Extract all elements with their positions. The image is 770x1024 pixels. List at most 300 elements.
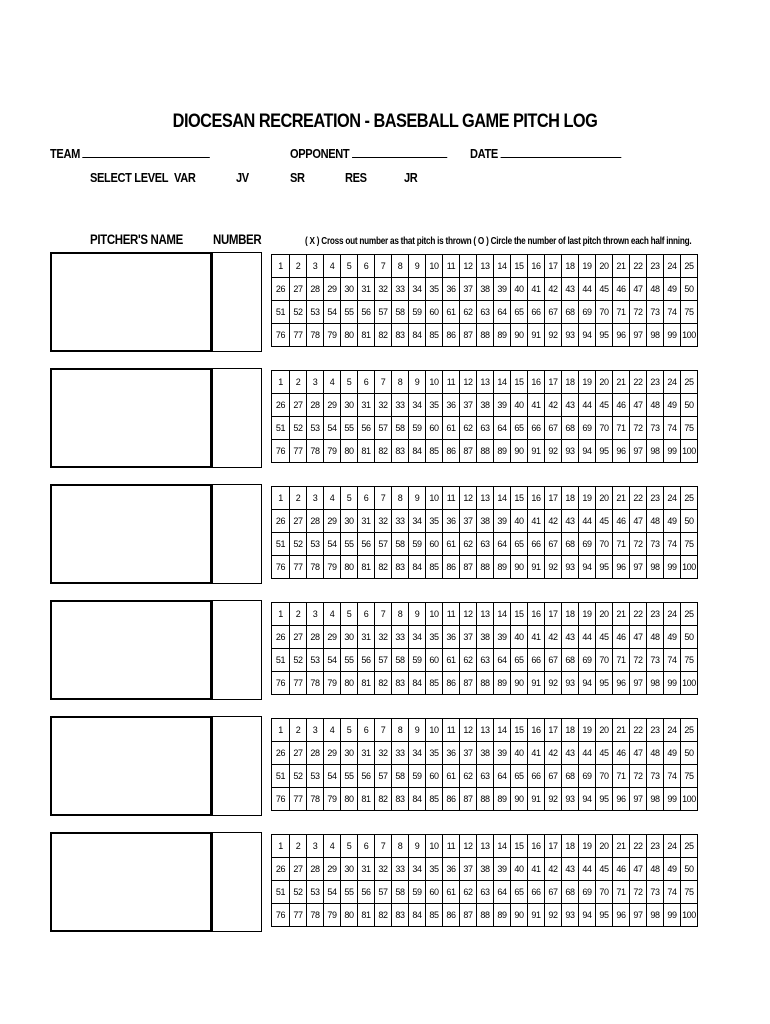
pitch-cell[interactable]: 81 — [358, 904, 375, 927]
pitch-cell[interactable]: 61 — [443, 417, 460, 440]
pitch-cell[interactable]: 79 — [324, 904, 341, 927]
pitch-cell[interactable]: 99 — [664, 904, 681, 927]
pitch-cell[interactable]: 66 — [528, 533, 545, 556]
pitch-cell[interactable]: 8 — [392, 487, 409, 510]
pitch-cell[interactable]: 47 — [630, 626, 647, 649]
pitch-cell[interactable]: 72 — [630, 533, 647, 556]
pitch-cell[interactable]: 11 — [443, 487, 460, 510]
pitch-cell[interactable]: 56 — [358, 881, 375, 904]
pitch-cell[interactable]: 7 — [375, 255, 392, 278]
pitch-cell[interactable]: 54 — [324, 533, 341, 556]
pitch-cell[interactable]: 47 — [630, 510, 647, 533]
pitch-cell[interactable]: 83 — [392, 672, 409, 695]
pitch-cell[interactable]: 82 — [375, 440, 392, 463]
pitch-cell[interactable]: 70 — [596, 765, 613, 788]
pitch-cell[interactable]: 31 — [358, 394, 375, 417]
pitch-cell[interactable]: 4 — [324, 255, 341, 278]
pitch-cell[interactable]: 51 — [272, 533, 290, 556]
pitch-cell[interactable]: 32 — [375, 626, 392, 649]
pitch-cell[interactable]: 4 — [324, 719, 341, 742]
pitch-cell[interactable]: 66 — [528, 301, 545, 324]
pitch-cell[interactable]: 8 — [392, 603, 409, 626]
pitch-cell[interactable]: 9 — [409, 719, 426, 742]
pitch-cell[interactable]: 15 — [511, 487, 528, 510]
pitch-cell[interactable]: 77 — [290, 440, 307, 463]
pitch-cell[interactable]: 68 — [562, 417, 579, 440]
pitch-cell[interactable]: 31 — [358, 278, 375, 301]
pitch-cell[interactable]: 57 — [375, 649, 392, 672]
pitch-cell[interactable]: 79 — [324, 788, 341, 811]
pitch-cell[interactable]: 7 — [375, 835, 392, 858]
pitch-cell[interactable]: 82 — [375, 904, 392, 927]
pitch-cell[interactable]: 38 — [477, 626, 494, 649]
pitch-cell[interactable]: 43 — [562, 742, 579, 765]
pitch-cell[interactable]: 39 — [494, 626, 511, 649]
pitch-cell[interactable]: 36 — [443, 626, 460, 649]
pitch-cell[interactable]: 99 — [664, 440, 681, 463]
pitch-cell[interactable]: 85 — [426, 324, 443, 347]
pitch-cell[interactable]: 77 — [290, 556, 307, 579]
pitch-cell[interactable]: 9 — [409, 835, 426, 858]
pitch-cell[interactable]: 92 — [545, 672, 562, 695]
pitch-cell[interactable]: 88 — [477, 788, 494, 811]
pitch-cell[interactable]: 92 — [545, 324, 562, 347]
pitcher-number-box[interactable] — [212, 832, 262, 932]
pitch-cell[interactable]: 19 — [579, 835, 596, 858]
pitch-cell[interactable]: 76 — [272, 324, 290, 347]
pitch-cell[interactable]: 42 — [545, 278, 562, 301]
pitch-cell[interactable]: 17 — [545, 255, 562, 278]
pitch-cell[interactable]: 51 — [272, 649, 290, 672]
pitch-cell[interactable]: 85 — [426, 672, 443, 695]
pitch-cell[interactable]: 15 — [511, 371, 528, 394]
pitch-cell[interactable]: 74 — [664, 765, 681, 788]
pitch-cell[interactable]: 84 — [409, 440, 426, 463]
pitch-cell[interactable]: 41 — [528, 394, 545, 417]
pitch-cell[interactable]: 19 — [579, 603, 596, 626]
pitch-cell[interactable]: 63 — [477, 417, 494, 440]
pitch-cell[interactable]: 4 — [324, 835, 341, 858]
pitch-cell[interactable]: 4 — [324, 487, 341, 510]
pitch-cell[interactable]: 99 — [664, 556, 681, 579]
pitch-cell[interactable]: 15 — [511, 835, 528, 858]
pitch-cell[interactable]: 82 — [375, 324, 392, 347]
pitch-cell[interactable]: 13 — [477, 835, 494, 858]
pitch-cell[interactable]: 9 — [409, 255, 426, 278]
pitch-cell[interactable]: 16 — [528, 603, 545, 626]
pitch-cell[interactable]: 55 — [341, 881, 358, 904]
pitch-cell[interactable]: 17 — [545, 371, 562, 394]
pitch-cell[interactable]: 14 — [494, 371, 511, 394]
pitcher-name-box[interactable] — [50, 368, 212, 468]
pitch-cell[interactable]: 27 — [290, 858, 307, 881]
pitch-cell[interactable]: 75 — [681, 881, 698, 904]
pitch-cell[interactable]: 10 — [426, 371, 443, 394]
pitch-cell[interactable]: 48 — [647, 858, 664, 881]
pitch-cell[interactable]: 22 — [630, 603, 647, 626]
pitch-cell[interactable]: 65 — [511, 881, 528, 904]
pitch-cell[interactable]: 76 — [272, 672, 290, 695]
pitch-cell[interactable]: 52 — [290, 533, 307, 556]
pitch-cell[interactable]: 81 — [358, 672, 375, 695]
pitch-cell[interactable]: 40 — [511, 626, 528, 649]
pitch-cell[interactable]: 23 — [647, 835, 664, 858]
pitch-cell[interactable]: 59 — [409, 765, 426, 788]
pitch-cell[interactable]: 69 — [579, 533, 596, 556]
pitch-cell[interactable]: 6 — [358, 603, 375, 626]
pitch-cell[interactable]: 96 — [613, 556, 630, 579]
pitch-cell[interactable]: 20 — [596, 835, 613, 858]
pitch-cell[interactable]: 37 — [460, 278, 477, 301]
pitch-cell[interactable]: 68 — [562, 649, 579, 672]
pitch-cell[interactable]: 70 — [596, 533, 613, 556]
pitch-cell[interactable]: 98 — [647, 788, 664, 811]
pitch-cell[interactable]: 13 — [477, 719, 494, 742]
pitch-cell[interactable]: 84 — [409, 672, 426, 695]
pitcher-number-box[interactable] — [212, 484, 262, 584]
pitch-cell[interactable]: 16 — [528, 835, 545, 858]
pitch-cell[interactable]: 71 — [613, 533, 630, 556]
pitch-cell[interactable]: 6 — [358, 371, 375, 394]
pitch-cell[interactable]: 42 — [545, 626, 562, 649]
opponent-field[interactable] — [290, 146, 447, 161]
pitch-cell[interactable]: 53 — [307, 533, 324, 556]
pitch-cell[interactable]: 62 — [460, 417, 477, 440]
pitch-cell[interactable]: 49 — [664, 510, 681, 533]
pitch-cell[interactable]: 73 — [647, 881, 664, 904]
pitch-cell[interactable]: 65 — [511, 417, 528, 440]
pitch-cell[interactable]: 73 — [647, 649, 664, 672]
pitch-cell[interactable]: 3 — [307, 487, 324, 510]
pitch-cell[interactable]: 21 — [613, 255, 630, 278]
pitcher-name-box[interactable] — [50, 600, 212, 700]
pitch-cell[interactable]: 20 — [596, 719, 613, 742]
pitch-cell[interactable]: 20 — [596, 371, 613, 394]
pitch-cell[interactable]: 5 — [341, 487, 358, 510]
pitch-cell[interactable]: 74 — [664, 881, 681, 904]
pitch-cell[interactable]: 80 — [341, 440, 358, 463]
pitch-cell[interactable]: 12 — [460, 371, 477, 394]
pitch-cell[interactable]: 38 — [477, 742, 494, 765]
pitch-cell[interactable]: 14 — [494, 487, 511, 510]
pitch-cell[interactable]: 70 — [596, 301, 613, 324]
pitch-cell[interactable]: 52 — [290, 649, 307, 672]
pitch-cell[interactable]: 94 — [579, 788, 596, 811]
pitch-cell[interactable]: 41 — [528, 626, 545, 649]
pitch-cell[interactable]: 49 — [664, 626, 681, 649]
pitch-cell[interactable]: 83 — [392, 440, 409, 463]
pitch-cell[interactable]: 66 — [528, 649, 545, 672]
pitch-cell[interactable]: 28 — [307, 394, 324, 417]
pitch-cell[interactable]: 74 — [664, 533, 681, 556]
pitch-cell[interactable]: 55 — [341, 533, 358, 556]
pitch-cell[interactable]: 80 — [341, 556, 358, 579]
pitch-cell[interactable]: 14 — [494, 603, 511, 626]
pitch-cell[interactable]: 32 — [375, 394, 392, 417]
pitch-cell[interactable]: 69 — [579, 881, 596, 904]
pitch-cell[interactable]: 35 — [426, 278, 443, 301]
pitch-cell[interactable]: 21 — [613, 371, 630, 394]
pitch-cell[interactable]: 38 — [477, 858, 494, 881]
pitch-cell[interactable]: 27 — [290, 510, 307, 533]
pitch-cell[interactable]: 16 — [528, 719, 545, 742]
pitch-cell[interactable]: 44 — [579, 626, 596, 649]
pitch-cell[interactable]: 64 — [494, 881, 511, 904]
pitch-cell[interactable]: 99 — [664, 672, 681, 695]
pitch-cell[interactable]: 93 — [562, 788, 579, 811]
pitch-cell[interactable]: 85 — [426, 904, 443, 927]
pitch-cell[interactable]: 47 — [630, 858, 647, 881]
pitch-cell[interactable]: 80 — [341, 324, 358, 347]
pitch-cell[interactable]: 31 — [358, 510, 375, 533]
pitch-cell[interactable]: 41 — [528, 278, 545, 301]
pitch-cell[interactable]: 10 — [426, 719, 443, 742]
pitch-cell[interactable]: 4 — [324, 603, 341, 626]
pitch-cell[interactable]: 33 — [392, 742, 409, 765]
pitch-cell[interactable]: 91 — [528, 672, 545, 695]
pitch-cell[interactable]: 40 — [511, 858, 528, 881]
pitch-cell[interactable]: 90 — [511, 904, 528, 927]
pitch-cell[interactable]: 77 — [290, 904, 307, 927]
pitch-cell[interactable]: 10 — [426, 487, 443, 510]
pitch-cell[interactable]: 55 — [341, 417, 358, 440]
pitch-cell[interactable]: 49 — [664, 858, 681, 881]
pitch-cell[interactable]: 21 — [613, 835, 630, 858]
level-option-sr[interactable]: SR — [290, 170, 305, 185]
pitch-cell[interactable]: 97 — [630, 324, 647, 347]
pitch-cell[interactable]: 46 — [613, 394, 630, 417]
pitch-cell[interactable]: 83 — [392, 556, 409, 579]
pitch-cell[interactable]: 5 — [341, 255, 358, 278]
pitch-cell[interactable]: 43 — [562, 510, 579, 533]
pitch-cell[interactable]: 38 — [477, 510, 494, 533]
pitch-cell[interactable]: 37 — [460, 858, 477, 881]
pitch-cell[interactable]: 29 — [324, 394, 341, 417]
pitch-cell[interactable]: 28 — [307, 278, 324, 301]
pitch-cell[interactable]: 18 — [562, 371, 579, 394]
pitch-cell[interactable]: 63 — [477, 881, 494, 904]
pitch-cell[interactable]: 78 — [307, 788, 324, 811]
pitch-cell[interactable]: 83 — [392, 324, 409, 347]
pitch-cell[interactable]: 12 — [460, 255, 477, 278]
pitch-cell[interactable]: 2 — [290, 603, 307, 626]
pitch-cell[interactable]: 76 — [272, 440, 290, 463]
pitch-cell[interactable]: 28 — [307, 510, 324, 533]
date-input-line[interactable] — [501, 157, 622, 158]
pitch-cell[interactable]: 26 — [272, 394, 290, 417]
pitch-cell[interactable]: 84 — [409, 556, 426, 579]
pitch-cell[interactable]: 81 — [358, 556, 375, 579]
pitch-cell[interactable]: 12 — [460, 487, 477, 510]
pitch-cell[interactable]: 53 — [307, 649, 324, 672]
pitch-cell[interactable]: 57 — [375, 881, 392, 904]
pitch-cell[interactable]: 82 — [375, 556, 392, 579]
pitch-cell[interactable]: 29 — [324, 858, 341, 881]
pitch-cell[interactable]: 29 — [324, 510, 341, 533]
pitch-cell[interactable]: 91 — [528, 556, 545, 579]
pitch-cell[interactable]: 39 — [494, 858, 511, 881]
pitch-cell[interactable]: 79 — [324, 440, 341, 463]
pitch-cell[interactable]: 79 — [324, 672, 341, 695]
pitch-cell[interactable]: 61 — [443, 301, 460, 324]
pitch-cell[interactable]: 35 — [426, 510, 443, 533]
pitch-cell[interactable]: 35 — [426, 626, 443, 649]
pitch-cell[interactable]: 87 — [460, 440, 477, 463]
pitch-cell[interactable]: 30 — [341, 394, 358, 417]
pitch-cell[interactable]: 19 — [579, 371, 596, 394]
pitch-cell[interactable]: 40 — [511, 510, 528, 533]
pitch-cell[interactable]: 68 — [562, 301, 579, 324]
pitch-cell[interactable]: 34 — [409, 858, 426, 881]
pitch-cell[interactable]: 18 — [562, 719, 579, 742]
pitch-cell[interactable]: 56 — [358, 301, 375, 324]
pitch-cell[interactable]: 84 — [409, 904, 426, 927]
pitch-cell[interactable]: 67 — [545, 765, 562, 788]
pitch-cell[interactable]: 1 — [272, 603, 290, 626]
pitch-cell[interactable]: 100 — [681, 904, 698, 927]
pitch-cell[interactable]: 33 — [392, 510, 409, 533]
pitch-cell[interactable]: 18 — [562, 487, 579, 510]
pitch-cell[interactable]: 46 — [613, 742, 630, 765]
pitch-cell[interactable]: 24 — [664, 255, 681, 278]
pitch-cell[interactable]: 54 — [324, 417, 341, 440]
pitch-cell[interactable]: 99 — [664, 788, 681, 811]
pitch-cell[interactable]: 2 — [290, 835, 307, 858]
pitch-cell[interactable]: 89 — [494, 324, 511, 347]
pitch-cell[interactable]: 76 — [272, 556, 290, 579]
pitch-cell[interactable]: 6 — [358, 835, 375, 858]
pitch-cell[interactable]: 34 — [409, 742, 426, 765]
pitch-cell[interactable]: 48 — [647, 278, 664, 301]
pitch-cell[interactable]: 45 — [596, 510, 613, 533]
pitch-cell[interactable]: 59 — [409, 881, 426, 904]
pitch-cell[interactable]: 25 — [681, 835, 698, 858]
pitch-cell[interactable]: 18 — [562, 835, 579, 858]
pitch-cell[interactable]: 16 — [528, 371, 545, 394]
pitch-cell[interactable]: 47 — [630, 394, 647, 417]
pitch-cell[interactable]: 79 — [324, 556, 341, 579]
pitch-cell[interactable]: 65 — [511, 765, 528, 788]
pitch-cell[interactable]: 31 — [358, 626, 375, 649]
pitch-cell[interactable]: 68 — [562, 765, 579, 788]
pitch-cell[interactable]: 67 — [545, 649, 562, 672]
pitch-cell[interactable]: 24 — [664, 835, 681, 858]
pitch-cell[interactable]: 29 — [324, 626, 341, 649]
pitch-cell[interactable]: 73 — [647, 417, 664, 440]
pitch-cell[interactable]: 45 — [596, 858, 613, 881]
pitch-cell[interactable]: 80 — [341, 904, 358, 927]
pitch-cell[interactable]: 56 — [358, 649, 375, 672]
pitch-cell[interactable]: 43 — [562, 394, 579, 417]
pitch-cell[interactable]: 81 — [358, 324, 375, 347]
pitch-cell[interactable]: 95 — [596, 324, 613, 347]
pitch-cell[interactable]: 92 — [545, 440, 562, 463]
pitch-cell[interactable]: 97 — [630, 904, 647, 927]
pitch-cell[interactable]: 42 — [545, 742, 562, 765]
pitch-cell[interactable]: 47 — [630, 278, 647, 301]
pitch-cell[interactable]: 83 — [392, 788, 409, 811]
pitch-cell[interactable]: 28 — [307, 626, 324, 649]
pitch-cell[interactable]: 13 — [477, 487, 494, 510]
pitch-cell[interactable]: 86 — [443, 788, 460, 811]
pitch-cell[interactable]: 85 — [426, 556, 443, 579]
pitch-cell[interactable]: 87 — [460, 904, 477, 927]
pitch-cell[interactable]: 18 — [562, 603, 579, 626]
pitch-cell[interactable]: 67 — [545, 417, 562, 440]
pitch-cell[interactable]: 22 — [630, 719, 647, 742]
pitch-cell[interactable]: 86 — [443, 556, 460, 579]
pitch-cell[interactable]: 55 — [341, 649, 358, 672]
pitch-cell[interactable]: 43 — [562, 278, 579, 301]
pitch-cell[interactable]: 51 — [272, 881, 290, 904]
pitch-cell[interactable]: 39 — [494, 394, 511, 417]
pitch-cell[interactable]: 48 — [647, 742, 664, 765]
pitch-cell[interactable]: 48 — [647, 510, 664, 533]
pitch-cell[interactable]: 96 — [613, 440, 630, 463]
pitch-cell[interactable]: 23 — [647, 603, 664, 626]
pitch-cell[interactable]: 34 — [409, 278, 426, 301]
pitch-cell[interactable]: 88 — [477, 556, 494, 579]
pitch-cell[interactable]: 100 — [681, 556, 698, 579]
pitch-cell[interactable]: 28 — [307, 742, 324, 765]
pitch-cell[interactable]: 88 — [477, 904, 494, 927]
pitch-cell[interactable]: 77 — [290, 672, 307, 695]
pitch-cell[interactable]: 65 — [511, 533, 528, 556]
pitch-cell[interactable]: 3 — [307, 603, 324, 626]
pitch-cell[interactable]: 97 — [630, 440, 647, 463]
pitch-cell[interactable]: 16 — [528, 255, 545, 278]
pitch-cell[interactable]: 20 — [596, 255, 613, 278]
pitch-cell[interactable]: 46 — [613, 278, 630, 301]
pitch-cell[interactable]: 30 — [341, 742, 358, 765]
pitch-cell[interactable]: 87 — [460, 672, 477, 695]
pitch-cell[interactable]: 15 — [511, 603, 528, 626]
pitch-cell[interactable]: 94 — [579, 556, 596, 579]
pitch-cell[interactable]: 73 — [647, 533, 664, 556]
pitch-cell[interactable]: 3 — [307, 371, 324, 394]
pitch-cell[interactable]: 12 — [460, 835, 477, 858]
pitch-cell[interactable]: 1 — [272, 719, 290, 742]
pitch-cell[interactable]: 100 — [681, 672, 698, 695]
pitch-cell[interactable]: 1 — [272, 255, 290, 278]
pitch-cell[interactable]: 24 — [664, 603, 681, 626]
pitch-cell[interactable]: 91 — [528, 324, 545, 347]
pitch-cell[interactable]: 29 — [324, 278, 341, 301]
pitch-cell[interactable]: 39 — [494, 278, 511, 301]
pitch-cell[interactable]: 85 — [426, 440, 443, 463]
pitch-cell[interactable]: 95 — [596, 672, 613, 695]
pitch-cell[interactable]: 94 — [579, 904, 596, 927]
pitch-cell[interactable]: 87 — [460, 556, 477, 579]
pitch-cell[interactable]: 87 — [460, 788, 477, 811]
pitch-cell[interactable]: 61 — [443, 881, 460, 904]
pitch-cell[interactable]: 51 — [272, 765, 290, 788]
pitch-cell[interactable]: 23 — [647, 719, 664, 742]
pitch-cell[interactable]: 56 — [358, 765, 375, 788]
pitch-cell[interactable]: 94 — [579, 440, 596, 463]
pitch-cell[interactable]: 78 — [307, 440, 324, 463]
pitch-cell[interactable]: 45 — [596, 278, 613, 301]
pitch-cell[interactable]: 53 — [307, 417, 324, 440]
pitch-cell[interactable]: 93 — [562, 672, 579, 695]
pitch-cell[interactable]: 2 — [290, 255, 307, 278]
pitch-cell[interactable]: 41 — [528, 510, 545, 533]
date-field[interactable] — [470, 146, 621, 161]
pitch-cell[interactable]: 86 — [443, 440, 460, 463]
pitch-cell[interactable]: 8 — [392, 371, 409, 394]
pitch-cell[interactable]: 90 — [511, 672, 528, 695]
pitch-cell[interactable]: 42 — [545, 858, 562, 881]
